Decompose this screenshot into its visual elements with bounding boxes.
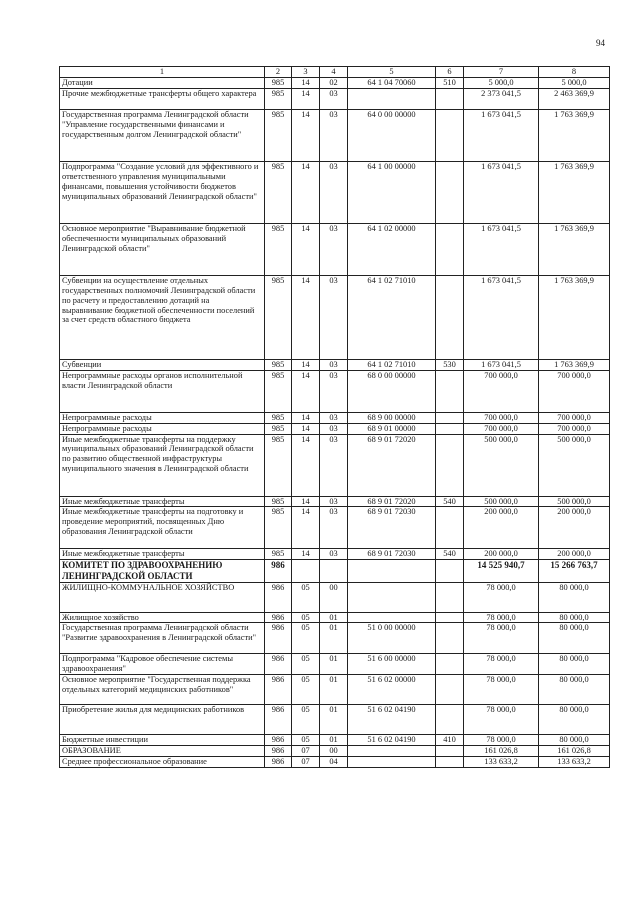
row-name-cell: Среднее профессиональное образование <box>60 757 265 768</box>
table-header-row <box>60 67 610 78</box>
code-cell: 986 <box>265 675 292 705</box>
header-cell: 1 <box>60 67 265 78</box>
subsection-cell: 03 <box>320 496 348 507</box>
expense-type-cell <box>436 654 464 675</box>
subsection-cell: 03 <box>320 434 348 496</box>
table-row <box>60 496 610 507</box>
amount-year2-cell: 200 000,0 <box>539 507 610 549</box>
code-cell: 985 <box>265 434 292 496</box>
section-cell: 05 <box>292 582 320 612</box>
amount-year2-cell: 80 000,0 <box>539 675 610 705</box>
section-cell: 14 <box>292 496 320 507</box>
target-article-cell: 51 6 02 00000 <box>348 675 436 705</box>
section-cell: 14 <box>292 88 320 109</box>
amount-year1-cell: 1 673 041,5 <box>464 161 539 223</box>
row-name-cell: Непрограммные расходы <box>60 423 265 434</box>
amount-year2-cell: 80 000,0 <box>539 654 610 675</box>
subsection-cell: 02 <box>320 77 348 88</box>
amount-year2-cell: 1 763 369,9 <box>539 359 610 370</box>
expense-type-cell: 540 <box>436 496 464 507</box>
amount-year1-cell: 78 000,0 <box>464 654 539 675</box>
subsection-cell: 03 <box>320 423 348 434</box>
code-cell: 985 <box>265 496 292 507</box>
target-article-cell: 51 6 00 00000 <box>348 654 436 675</box>
target-article-cell <box>348 582 436 612</box>
amount-year1-cell: 700 000,0 <box>464 423 539 434</box>
target-article-cell <box>348 757 436 768</box>
expense-type-cell <box>436 675 464 705</box>
code-cell: 986 <box>265 705 292 735</box>
section-cell: 14 <box>292 77 320 88</box>
table-row <box>60 275 610 359</box>
amount-year2-cell: 2 463 369,9 <box>539 88 610 109</box>
amount-year1-cell: 133 633,2 <box>464 757 539 768</box>
target-article-cell <box>348 746 436 757</box>
code-cell: 986 <box>265 612 292 623</box>
expense-type-cell: 410 <box>436 735 464 746</box>
subsection-cell: 03 <box>320 549 348 560</box>
section-cell: 14 <box>292 109 320 161</box>
amount-year1-cell: 161 026,8 <box>464 746 539 757</box>
row-name-cell: Жилищное хозяйство <box>60 612 265 623</box>
target-article-cell <box>348 612 436 623</box>
amount-year2-cell: 200 000,0 <box>539 549 610 560</box>
table-row <box>60 412 610 423</box>
code-cell: 986 <box>265 623 292 654</box>
header-cell: 6 <box>436 67 464 78</box>
row-name-cell: Государственная программа Ленинградской области "Управление государственными финансами и государственным долгом Ленинградской области" <box>60 109 265 161</box>
row-name-cell: Непрограммные расходы органов исполнительной власти Ленинградской области <box>60 370 265 412</box>
section-cell: 05 <box>292 623 320 654</box>
code-cell: 985 <box>265 275 292 359</box>
section-cell <box>292 560 320 582</box>
amount-year1-cell: 1 673 041,5 <box>464 275 539 359</box>
code-cell: 985 <box>265 161 292 223</box>
header-cell: 5 <box>348 67 436 78</box>
subsection-cell: 04 <box>320 757 348 768</box>
target-article-cell <box>348 560 436 582</box>
section-cell: 14 <box>292 434 320 496</box>
code-cell: 985 <box>265 412 292 423</box>
subsection-cell: 01 <box>320 654 348 675</box>
table-row <box>60 423 610 434</box>
section-cell: 05 <box>292 654 320 675</box>
expense-type-cell <box>436 109 464 161</box>
subsection-cell: 01 <box>320 675 348 705</box>
amount-year1-cell: 78 000,0 <box>464 582 539 612</box>
amount-year2-cell: 700 000,0 <box>539 412 610 423</box>
subsection-cell: 03 <box>320 223 348 275</box>
subsection-cell: 03 <box>320 507 348 549</box>
amount-year1-cell: 78 000,0 <box>464 705 539 735</box>
section-cell: 14 <box>292 275 320 359</box>
expense-type-cell <box>436 88 464 109</box>
subsection-cell: 03 <box>320 161 348 223</box>
amount-year2-cell: 500 000,0 <box>539 496 610 507</box>
section-cell: 14 <box>292 423 320 434</box>
amount-year1-cell: 78 000,0 <box>464 675 539 705</box>
amount-year2-cell: 700 000,0 <box>539 370 610 412</box>
expense-type-cell <box>436 560 464 582</box>
section-cell: 05 <box>292 675 320 705</box>
expense-type-cell: 510 <box>436 77 464 88</box>
row-name-cell: Иные межбюджетные трансферты на подготовку и проведение мероприятий, посвященных Дню образования Ленинградской области <box>60 507 265 549</box>
table-row <box>60 757 610 768</box>
subsection-cell: 03 <box>320 370 348 412</box>
amount-year2-cell: 1 763 369,9 <box>539 161 610 223</box>
table-row <box>60 675 610 705</box>
subsection-cell: 03 <box>320 275 348 359</box>
amount-year2-cell: 1 763 369,9 <box>539 223 610 275</box>
target-article-cell: 51 0 00 00000 <box>348 623 436 654</box>
page-number: 94 <box>596 38 605 48</box>
code-cell: 985 <box>265 423 292 434</box>
subsection-cell: 03 <box>320 109 348 161</box>
section-cell: 14 <box>292 161 320 223</box>
subsection-cell: 03 <box>320 359 348 370</box>
subsection-cell: 00 <box>320 582 348 612</box>
row-name-cell: Дотации <box>60 77 265 88</box>
row-name-cell: КОМИТЕТ ПО ЗДРАВООХРАНЕНИЮ ЛЕНИНГРАДСКОЙ ОБЛАСТИ <box>60 560 265 582</box>
row-name-cell: Бюджетные инвестиции <box>60 735 265 746</box>
table-row <box>60 223 610 275</box>
row-name-cell: Государственная программа Ленинградской области "Развитие здравоохранения в Ленинградской области" <box>60 623 265 654</box>
expense-type-cell <box>436 507 464 549</box>
table-row <box>60 161 610 223</box>
expense-type-cell <box>436 623 464 654</box>
amount-year1-cell: 1 673 041,5 <box>464 109 539 161</box>
amount-year2-cell: 80 000,0 <box>539 612 610 623</box>
section-cell: 14 <box>292 412 320 423</box>
section-cell: 14 <box>292 223 320 275</box>
table-row <box>60 654 610 675</box>
subsection-cell: 01 <box>320 735 348 746</box>
expense-type-cell <box>436 370 464 412</box>
subsection-cell: 01 <box>320 705 348 735</box>
section-cell: 05 <box>292 735 320 746</box>
expense-type-cell <box>436 434 464 496</box>
table-row <box>60 612 610 623</box>
amount-year2-cell: 5 000,0 <box>539 77 610 88</box>
expense-type-cell <box>436 746 464 757</box>
row-name-cell: Непрограммные расходы <box>60 412 265 423</box>
amount-year1-cell: 700 000,0 <box>464 370 539 412</box>
header-cell: 2 <box>265 67 292 78</box>
amount-year1-cell: 78 000,0 <box>464 612 539 623</box>
section-cell: 05 <box>292 612 320 623</box>
code-cell: 985 <box>265 507 292 549</box>
amount-year1-cell: 700 000,0 <box>464 412 539 423</box>
header-cell: 4 <box>320 67 348 78</box>
code-cell: 986 <box>265 735 292 746</box>
row-name-cell: Субвенции <box>60 359 265 370</box>
row-name-cell: Основное мероприятие "Государственная поддержка отдельных категорий медицинских работников" <box>60 675 265 705</box>
target-article-cell: 64 1 02 71010 <box>348 275 436 359</box>
target-article-cell <box>348 88 436 109</box>
amount-year1-cell: 1 673 041,5 <box>464 223 539 275</box>
amount-year2-cell: 161 026,8 <box>539 746 610 757</box>
code-cell: 986 <box>265 560 292 582</box>
amount-year1-cell: 500 000,0 <box>464 496 539 507</box>
row-name-cell: Подпрограмма "Кадровое обеспечение системы здравоохранения" <box>60 654 265 675</box>
table-row <box>60 560 610 582</box>
table-row <box>60 549 610 560</box>
amount-year1-cell: 78 000,0 <box>464 623 539 654</box>
code-cell: 986 <box>265 582 292 612</box>
code-cell: 985 <box>265 549 292 560</box>
header-cell: 3 <box>292 67 320 78</box>
amount-year2-cell: 80 000,0 <box>539 623 610 654</box>
amount-year2-cell: 15 266 763,7 <box>539 560 610 582</box>
target-article-cell: 64 1 02 00000 <box>348 223 436 275</box>
amount-year2-cell: 133 633,2 <box>539 757 610 768</box>
row-name-cell: ОБРАЗОВАНИЕ <box>60 746 265 757</box>
row-name-cell: Иные межбюджетные трансферты <box>60 496 265 507</box>
expense-type-cell <box>436 412 464 423</box>
target-article-cell: 64 0 00 00000 <box>348 109 436 161</box>
amount-year2-cell: 80 000,0 <box>539 705 610 735</box>
row-name-cell: Субвенции на осуществление отдельных государственных полномочий Ленинградской области по расчету и предоставлению дотаций на выравнивание бюджетной обеспеченности поселений за счет средств областного бюджета <box>60 275 265 359</box>
row-name-cell: Иные межбюджетные трансферты на поддержку муниципальных образований Ленинградской области по развитию общественной инфраструктуры муниципального значения в Ленинградской области <box>60 434 265 496</box>
table-row <box>60 705 610 735</box>
code-cell: 986 <box>265 746 292 757</box>
section-cell: 14 <box>292 359 320 370</box>
amount-year2-cell: 1 763 369,9 <box>539 275 610 359</box>
subsection-cell: 03 <box>320 88 348 109</box>
target-article-cell: 64 1 02 71010 <box>348 359 436 370</box>
subsection-cell <box>320 560 348 582</box>
table-row <box>60 582 610 612</box>
table-row <box>60 746 610 757</box>
target-article-cell: 51 6 02 04190 <box>348 735 436 746</box>
row-name-cell: Основное мероприятие "Выравнивание бюджетной обеспеченности муниципальных образований Ленинградской области" <box>60 223 265 275</box>
subsection-cell: 03 <box>320 412 348 423</box>
amount-year1-cell: 500 000,0 <box>464 434 539 496</box>
amount-year1-cell: 1 673 041,5 <box>464 359 539 370</box>
table-row <box>60 88 610 109</box>
code-cell: 985 <box>265 88 292 109</box>
code-cell: 986 <box>265 654 292 675</box>
subsection-cell: 01 <box>320 612 348 623</box>
target-article-cell: 68 9 01 00000 <box>348 423 436 434</box>
row-name-cell: Прочие межбюджетные трансферты общего характера <box>60 88 265 109</box>
code-cell: 985 <box>265 370 292 412</box>
amount-year2-cell: 1 763 369,9 <box>539 109 610 161</box>
expense-type-cell <box>436 612 464 623</box>
header-cell: 8 <box>539 67 610 78</box>
expense-type-cell: 530 <box>436 359 464 370</box>
subsection-cell: 01 <box>320 623 348 654</box>
table-row <box>60 109 610 161</box>
budget-table <box>59 66 610 768</box>
code-cell: 985 <box>265 109 292 161</box>
target-article-cell: 68 9 01 72030 <box>348 507 436 549</box>
amount-year2-cell: 80 000,0 <box>539 735 610 746</box>
code-cell: 985 <box>265 359 292 370</box>
target-article-cell: 68 9 01 72020 <box>348 434 436 496</box>
table-row <box>60 370 610 412</box>
expense-type-cell <box>436 275 464 359</box>
table-row <box>60 359 610 370</box>
amount-year2-cell: 80 000,0 <box>539 582 610 612</box>
section-cell: 07 <box>292 746 320 757</box>
section-cell: 05 <box>292 705 320 735</box>
expense-type-cell <box>436 223 464 275</box>
table-row <box>60 507 610 549</box>
amount-year1-cell: 200 000,0 <box>464 549 539 560</box>
amount-year1-cell: 14 525 940,7 <box>464 560 539 582</box>
row-name-cell: Подпрограмма "Создание условий для эффективного и ответственного управления муниципальными финансами, повышения устойчивости бюджетов муниципальных образований Ленинградской области" <box>60 161 265 223</box>
target-article-cell: 64 1 04 70060 <box>348 77 436 88</box>
amount-year2-cell: 700 000,0 <box>539 423 610 434</box>
row-name-cell: ЖИЛИЩНО-КОММУНАЛЬНОЕ ХОЗЯЙСТВО <box>60 582 265 612</box>
code-cell: 985 <box>265 223 292 275</box>
expense-type-cell <box>436 757 464 768</box>
amount-year2-cell: 500 000,0 <box>539 434 610 496</box>
expense-type-cell: 540 <box>436 549 464 560</box>
header-cell: 7 <box>464 67 539 78</box>
amount-year1-cell: 2 373 041,5 <box>464 88 539 109</box>
target-article-cell: 68 9 01 72020 <box>348 496 436 507</box>
expense-type-cell <box>436 423 464 434</box>
amount-year1-cell: 78 000,0 <box>464 735 539 746</box>
code-cell: 986 <box>265 757 292 768</box>
section-cell: 14 <box>292 370 320 412</box>
table-row <box>60 623 610 654</box>
table-row <box>60 77 610 88</box>
table-row <box>60 735 610 746</box>
target-article-cell: 68 0 00 00000 <box>348 370 436 412</box>
row-name-cell: Иные межбюджетные трансферты <box>60 549 265 560</box>
amount-year1-cell: 5 000,0 <box>464 77 539 88</box>
table-row <box>60 434 610 496</box>
section-cell: 07 <box>292 757 320 768</box>
target-article-cell: 64 1 00 00000 <box>348 161 436 223</box>
code-cell: 985 <box>265 77 292 88</box>
expense-type-cell <box>436 582 464 612</box>
expense-type-cell <box>436 705 464 735</box>
target-article-cell: 68 9 01 72030 <box>348 549 436 560</box>
subsection-cell: 00 <box>320 746 348 757</box>
section-cell: 14 <box>292 507 320 549</box>
section-cell: 14 <box>292 549 320 560</box>
expense-type-cell <box>436 161 464 223</box>
amount-year1-cell: 200 000,0 <box>464 507 539 549</box>
target-article-cell: 68 9 00 00000 <box>348 412 436 423</box>
row-name-cell: Приобретение жилья для медицинских работников <box>60 705 265 735</box>
target-article-cell: 51 6 02 04190 <box>348 705 436 735</box>
